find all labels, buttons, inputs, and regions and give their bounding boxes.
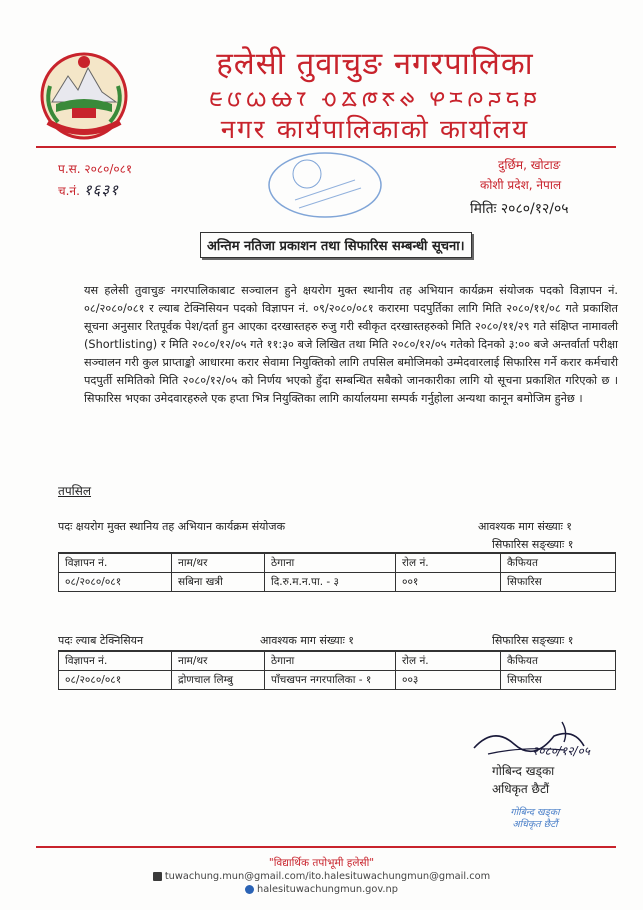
col-roll-no: रोल नं.: [396, 651, 501, 671]
cell-advert-no: ०८/२०८०/०८१: [59, 671, 172, 690]
name-stamp-line1: गोबिन्द खड्का: [510, 807, 560, 818]
col-name: नाम/थर: [172, 651, 265, 671]
footer-motto: "विद्यार्थिक तपोभूमी हलेसी": [268, 857, 375, 869]
col-roll-no: रोल नं.: [396, 553, 501, 573]
footer-email: [0, 871, 643, 882]
name-stamp: [498, 806, 572, 838]
cell-name: सबिना खत्री: [172, 573, 265, 592]
post1-demand: आवश्यक माग संख्याः १: [478, 520, 573, 533]
col-address: ठेगाना: [265, 651, 396, 671]
office-address-line2: कोशी प्रदेश, नेपाल: [480, 178, 562, 192]
signatory-title: अधिकृत छैटौं: [492, 782, 550, 796]
cell-roll-no: ००१: [396, 573, 501, 592]
globe-icon: [245, 885, 254, 894]
col-remarks: कैफियत: [501, 553, 616, 573]
municipality-name-script: ᰀᰂᰃᰄᰅ ᰆᰇᰈᰉᰊ ᰋᰌᰍᰎᰏᰐ: [208, 86, 542, 112]
post1-recommend: सिफारिस सङ्ख्याः १: [492, 538, 574, 551]
cell-roll-no: ००३: [396, 671, 501, 690]
post2-label: पदः ल्याब टेक्निसियन: [58, 634, 144, 647]
schedule-heading: तपसिल: [58, 484, 92, 498]
name-stamp-line2: अधिकृत छैटौं: [512, 819, 558, 830]
footer-website-text: halesituwachungmun.gov.np: [257, 884, 398, 895]
signature-date: २०८०/१२/०५: [532, 744, 591, 758]
cell-address: दि.रु.म.न.पा. - ३: [265, 573, 396, 592]
dispatch-number: च.नं. १६३१: [58, 181, 119, 199]
office-address-line1: दुर्छिम, खोटाङ: [498, 158, 561, 172]
col-remarks: कैफियत: [501, 651, 616, 671]
table-row: [59, 573, 616, 592]
table-row: [59, 671, 616, 690]
cell-remarks: सिफारिस: [501, 671, 616, 690]
footer-email-text: tuwachung.mun@gmail.com/ito.halesituwachungmun@gmail.com: [164, 871, 491, 882]
nepal-emblem-logo: [34, 46, 134, 142]
col-advert-no: विज्ञापन नं.: [59, 553, 172, 573]
footer-divider: [36, 846, 616, 848]
notice-title: अन्तिम नतिजा प्रकाशन तथा सिफारिस सम्बन्धी सूचना।: [200, 232, 472, 258]
mail-icon: [153, 872, 162, 881]
header-divider: [36, 146, 616, 148]
post1-table: [58, 552, 616, 592]
col-address: ठेगाना: [265, 553, 396, 573]
cell-address: पाँचखपन नगरपालिका - १: [265, 671, 396, 690]
col-advert-no: विज्ञापन नं.: [59, 651, 172, 671]
notice-body: यस हलेसी तुवाचुङ नगरपालिकाबाट सञ्चालन हुने क्षयरोग मुक्त स्थानीय तह अभियान कार्यक्रम संयोजक पदको विज्ञापन नं. ०८/२०८०/०८१ र ल्याब टेक्निसियन पदको विज्ञापन नं. ०९/२०८०/०८१ करारमा पदपुर्तिका लागि मिति २०८०/११/०८ गते प्रकाशित सूचना अनुसार रितपूर्वक पेश/दर्ता हुन आएका दरखास्तहरु रुजु गरी स्वीकृत दरखास्तहरुको मिति २०८०/११/२९ गते संक्षिप्त नामावली (Shortlisting) र मिति २०८०/१२/०५ गते ११:३० बजे लिखित तथा मिति २०८०/१२/०५ गतेको दिनको ३:०० बजे अन्तर्वार्ता परीक्षा सञ्चालन गरी कुल प्राप्ताङ्को आधारमा करार सेवामा नियुक्तिको लागि तपसिल बमोजिमको उम्मेदवारलाई सिफारिस गर्ने करार कर्मचारी पदपुर्ती समितिको मिति २०८०/१२/०५ को निर्णय भएको हुँदा सम्बन्धित सबैको जानकारीका लागि यो सूचना प्रकाशित गरिएको छ । सिफारिस भएका उमेदवारहरुले एक हप्ता भित्र नियुक्तिका लागि कार्यालयमा सम्पर्क गर्नुहोला अन्यथा कानून बमोजिम हुनेछ ।: [84, 284, 618, 405]
signatory-name: गोबिन्द खड्का: [492, 764, 555, 778]
office-round-stamp: [265, 150, 385, 220]
footer-website: [0, 884, 643, 895]
letter-date: मितिः २०८०/१२/०५: [470, 201, 569, 217]
post2-recommend: सिफारिस सङ्ख्याः १: [492, 634, 574, 647]
cell-remarks: सिफारिस: [501, 573, 616, 592]
post1-label: पदः क्षयरोग मुक्त स्थानिय तह अभियान कार्यक्रम संयोजक: [58, 520, 286, 533]
post2-demand: आवश्यक माग संख्याः १: [260, 634, 355, 647]
letter-reference: प.स. २०८०/०८१: [58, 162, 133, 176]
office-name: नगर कार्यपालिकाको कार्यालय: [220, 115, 530, 145]
col-name: नाम/थर: [172, 553, 265, 573]
municipality-name: हलेसी तुवाचुङ नगरपालिका: [216, 46, 534, 82]
cell-name: द्रोणचाल लिम्बु: [172, 671, 265, 690]
cell-advert-no: ०८/२०८०/०८१: [59, 573, 172, 592]
post2-table: [58, 650, 616, 690]
